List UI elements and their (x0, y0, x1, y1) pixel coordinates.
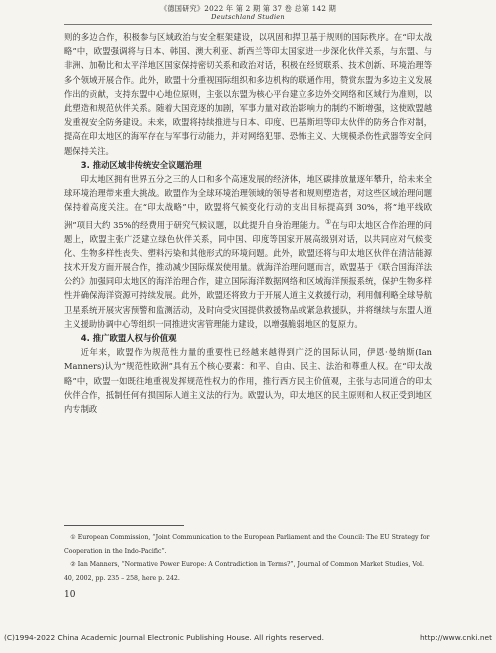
paragraph (64, 345, 432, 416)
cnki-link[interactable]: http://www.cnki.net (419, 633, 492, 642)
header-rule (64, 24, 432, 25)
running-header (0, 4, 496, 22)
footnote: ② Ian Manners, “Normative Power Europe: A Contradiction in Terms?”, Journal of Common Market Studies, Vol. 40, 2002, pp. 235 – 258, here p. 242. (64, 561, 424, 582)
section-heading-3: 3. 推动区域非传统安全议题治理 (80, 159, 202, 170)
footnotes (64, 531, 432, 585)
footnote-ref[interactable]: ① (324, 217, 332, 226)
paragraph (64, 172, 432, 331)
paragraph-continued: 则的多边合作，积极参与区域政治与安全框架建设，以巩固和捍卫基于规则的国际秩序。在“印太战略”中，欧盟强调将与日本、韩国、澳大利亚、新西兰等印太国家进一步深化伙伴关系，与东盟、与非洲、加勒比和太平洋地区国家保持密切关系和政治对话，积极在经贸联系、技术创新、环境治理等多个领域开展合作。此外，欧盟十分重视国际组织和多边机构的联通作用，赞赏东盟为多边主义发展作出的贡献，支持东盟中心地位原则，主张以东盟为核心平台建立多边外交网络和区域行为准则，以此塑造和规范伙伴关系。随着大国竞逐的加剧，军事力量对政治影响力的制约不断增强，这使欧盟越发重视安全防务建设。未来，欧盟将持续推进与日本、印度、巴基斯坦等印太伙伴的防务合作对制，提高在印太地区的海军存在与军事行动能力，并对网络犯罪、恐怖主义、大规模杀伤性武器等安全问题保持关注。 (64, 32, 432, 156)
footnote: ① European Commission, “Joint Communication to the European Parliament and the Council: The EU Strategy for Cooperation in the Indo-Pacific”. (64, 534, 430, 555)
paragraph-text: 印太地区拥有世界五分之三的人口和多个高速发展的经济体，地区碳排放量逐年攀升，给未来全球环境治理带来重大挑战。欧盟作为全球环境治理领域的领导者和规则塑造者，对这些区域治理问题保持着高度关注。在“印太战略”中，欧盟将气候变化行动的支出目标提高到 30%，将“地平线欧洲”项目大约 35%的经费用于研究气候议题，以此提升自身治理能力。 (64, 174, 432, 230)
article-body (64, 30, 432, 416)
header-journal-subtitle: Deutschland Studien (211, 13, 285, 21)
page-number: 10 (64, 590, 76, 600)
paragraph-text: 在与印太地区合作治理的问题上，欧盟主张广泛建立绿色伙伴关系，同中国、印度等国家开展高级别对话，以共同应对气候变化、生物多样性丧失、塑料污染和其他形式的环境问题。此外，欧盟还将与印太地区伙伴在清洁能源技术开发方面开展合作，推动减少国际煤炭使用量。就海洋治理问题而言，欧盟基于《联合国海洋法公约》加强同印太地区的海洋治理合作，建立国际海洋数据网络和区域海洋预报系统，保护生物多样性并确保海洋资源可持续发展。此外，欧盟还将致力于开展人道主义救援行动，利用伽利略全球导航卫星系统开展灾害预警和监测活动，及时向受灾国提供救援物品或紧急救援队，并将继续与东盟人道主义援助协调中心等组织一同推进灾害管理能力建设，以增强脆弱地区的复原力。 (64, 219, 432, 329)
header-journal-info: 《德国研究》2022 年 第 2 期 第 37 卷 总第 142 期 (159, 4, 336, 13)
section-heading-4: 4. 推广欧盟人权与价值观 (80, 333, 177, 344)
footnote-rule (64, 525, 184, 526)
copyright-footer (4, 633, 492, 642)
paragraph-text: 近年来，欧盟作为规范性力量的重要性已经越来越得到广泛的国际认同，伊恩·曼纳斯(Ian Manners)认为“规范性欧洲”具有五个核心要素：和平、自由、民主、法治和尊重人权。在“印太战略”中，欧盟一如既往地重视发挥规范性权力的作用，推行西方民主价值观，主张与志同道合的印太伙伴合作，抵制任何有损国际人道主义法的行为。欧盟认为，印太地区的民主原则和人权正受到地区内专制政 (64, 347, 432, 415)
copyright-text: (C)1994-2022 China Academic Journal Electronic Publishing House. All rights reserved. (4, 633, 325, 642)
